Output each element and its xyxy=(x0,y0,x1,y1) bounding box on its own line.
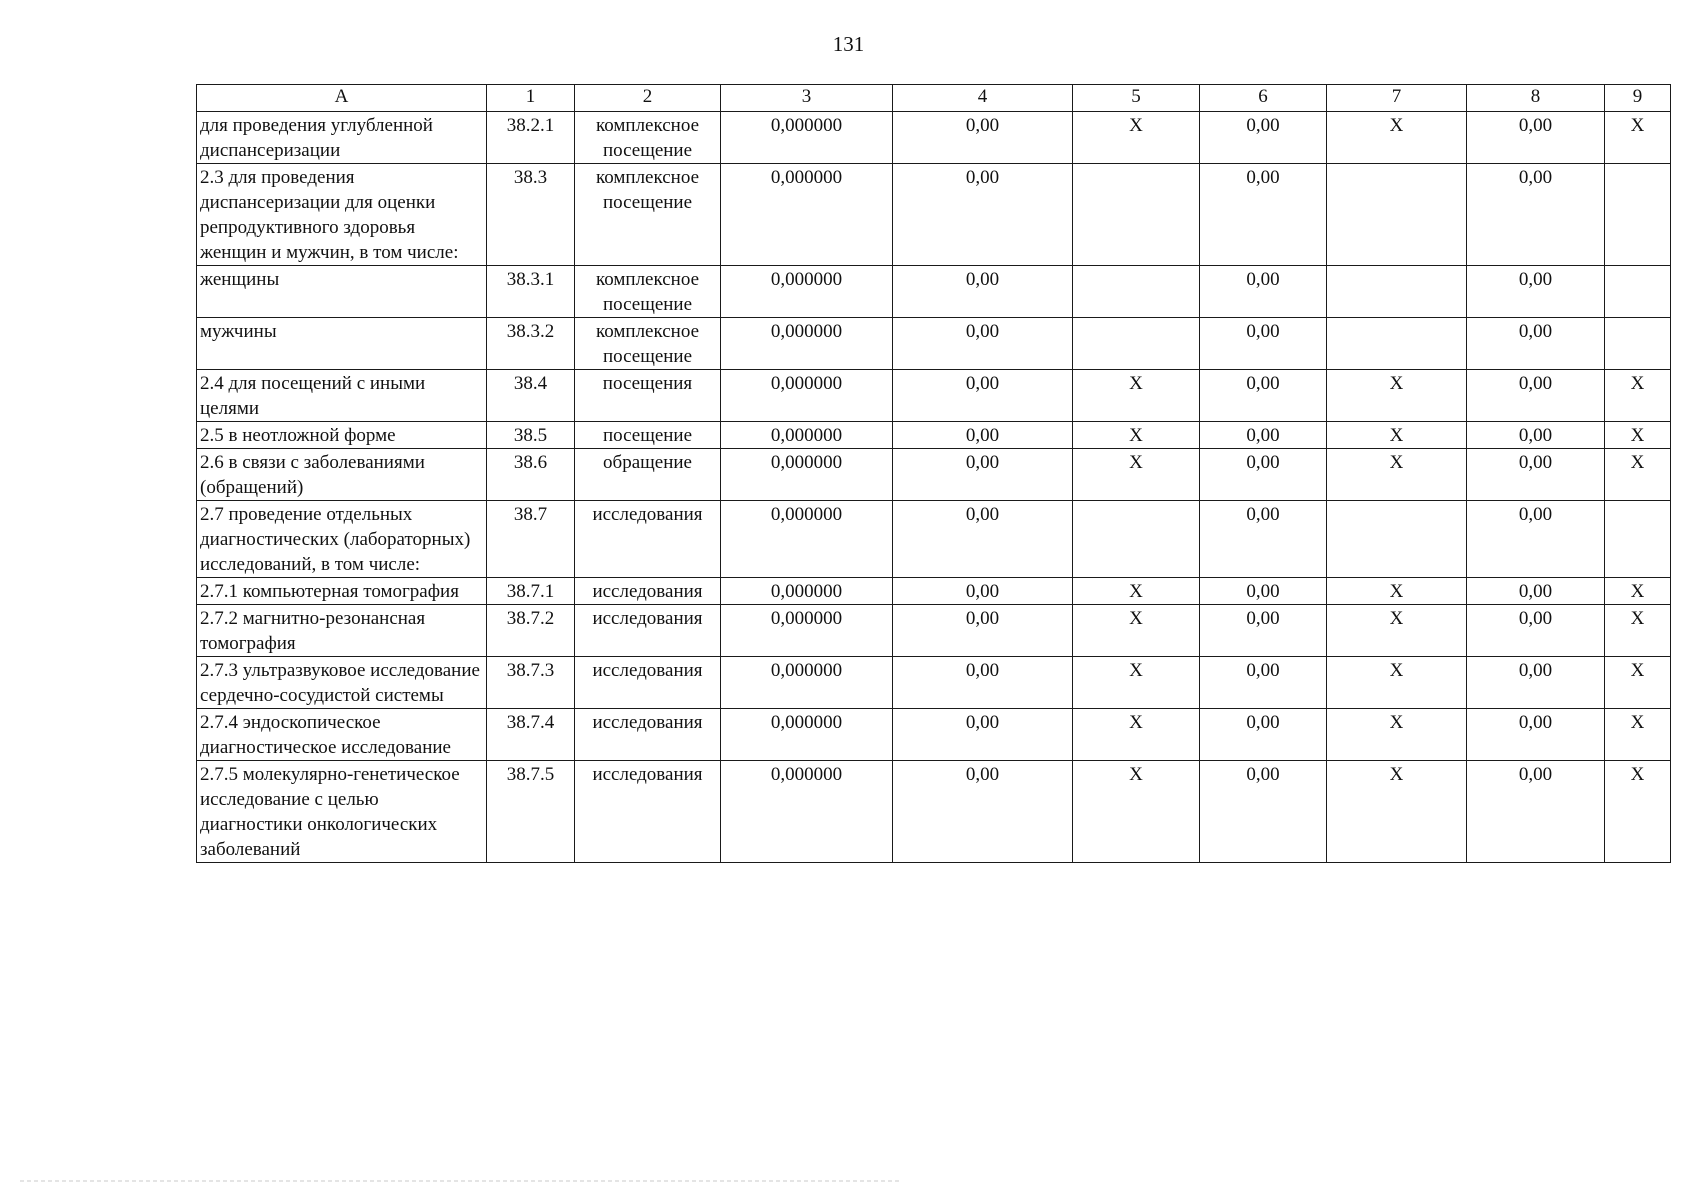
table-cell-c7: Х xyxy=(1327,578,1467,605)
table-cell-c9: Х xyxy=(1605,657,1671,709)
column-header-6: 6 xyxy=(1200,85,1327,112)
table-cell-c5 xyxy=(1073,318,1200,370)
table-cell-code: 38.5 xyxy=(487,422,575,449)
table-cell-c3: 0,000000 xyxy=(721,501,893,578)
table-cell-c3: 0,000000 xyxy=(721,318,893,370)
column-header-3: 3 xyxy=(721,85,893,112)
table-cell-c6: 0,00 xyxy=(1200,578,1327,605)
table-cell-c7 xyxy=(1327,501,1467,578)
table-cell-name: для проведения углубленной диспансеризации xyxy=(197,112,487,164)
table-cell-c9: Х xyxy=(1605,422,1671,449)
table-cell-c8: 0,00 xyxy=(1467,370,1605,422)
table-cell-c7 xyxy=(1327,164,1467,266)
table-cell-c5: Х xyxy=(1073,657,1200,709)
table-cell-c9: Х xyxy=(1605,709,1671,761)
table-body xyxy=(197,112,1671,863)
table-cell-c9: Х xyxy=(1605,578,1671,605)
table-cell-name: 2.3 для проведения диспансеризации для оценки репродуктивного здоровья женщин и мужчин, в том числе: xyxy=(197,164,487,266)
table-cell-c5 xyxy=(1073,501,1200,578)
table-cell-c8: 0,00 xyxy=(1467,266,1605,318)
column-header-9: 9 xyxy=(1605,85,1671,112)
table-cell-c8: 0,00 xyxy=(1467,164,1605,266)
table-cell-c3: 0,000000 xyxy=(721,266,893,318)
table-cell-c4: 0,00 xyxy=(893,605,1073,657)
table-cell-c7: Х xyxy=(1327,761,1467,863)
table-cell-c4: 0,00 xyxy=(893,578,1073,605)
table-cell-c7: Х xyxy=(1327,370,1467,422)
table-cell-name: 2.6 в связи с заболеваниями (обращений) xyxy=(197,449,487,501)
table-cell-c4: 0,00 xyxy=(893,657,1073,709)
table-cell-c3: 0,000000 xyxy=(721,370,893,422)
table-cell-code: 38.3.1 xyxy=(487,266,575,318)
table-cell-c4: 0,00 xyxy=(893,422,1073,449)
table-cell-unit: исследования xyxy=(575,761,721,863)
table-cell-c9: Х xyxy=(1605,112,1671,164)
table-row xyxy=(197,501,1671,578)
column-header-0: А xyxy=(197,85,487,112)
table-cell-c3: 0,000000 xyxy=(721,112,893,164)
scan-artifact xyxy=(20,1180,900,1182)
table-cell-code: 38.7.3 xyxy=(487,657,575,709)
table-cell-name: 2.7.3 ультразвуковое исследование сердечно-сосудистой системы xyxy=(197,657,487,709)
table-cell-unit: посещения xyxy=(575,370,721,422)
table-row xyxy=(197,605,1671,657)
table-cell-c4: 0,00 xyxy=(893,370,1073,422)
table-cell-c6: 0,00 xyxy=(1200,449,1327,501)
table-row xyxy=(197,422,1671,449)
table-cell-c8: 0,00 xyxy=(1467,501,1605,578)
table-cell-c4: 0,00 xyxy=(893,761,1073,863)
table-cell-code: 38.6 xyxy=(487,449,575,501)
table-cell-c5 xyxy=(1073,164,1200,266)
table-cell-c7 xyxy=(1327,266,1467,318)
table-cell-c7: Х xyxy=(1327,449,1467,501)
table-cell-c7: Х xyxy=(1327,657,1467,709)
table-cell-unit: исследования xyxy=(575,605,721,657)
table-cell-name: 2.7.2 магнитно-резонансная томография xyxy=(197,605,487,657)
table-cell-c5: Х xyxy=(1073,112,1200,164)
table-cell-code: 38.2.1 xyxy=(487,112,575,164)
table-cell-c3: 0,000000 xyxy=(721,605,893,657)
table-cell-code: 38.4 xyxy=(487,370,575,422)
table-cell-c3: 0,000000 xyxy=(721,164,893,266)
data-table xyxy=(196,84,1671,863)
table-cell-code: 38.7.2 xyxy=(487,605,575,657)
table-cell-c3: 0,000000 xyxy=(721,761,893,863)
column-header-1: 1 xyxy=(487,85,575,112)
table-cell-name: 2.5 в неотложной форме xyxy=(197,422,487,449)
column-header-7: 7 xyxy=(1327,85,1467,112)
table-cell-c3: 0,000000 xyxy=(721,657,893,709)
table-cell-c3: 0,000000 xyxy=(721,449,893,501)
table-cell-c4: 0,00 xyxy=(893,112,1073,164)
table-cell-unit: исследования xyxy=(575,657,721,709)
table-cell-unit: исследования xyxy=(575,501,721,578)
table-cell-unit: посещение xyxy=(575,422,721,449)
table-cell-c4: 0,00 xyxy=(893,501,1073,578)
table-row xyxy=(197,578,1671,605)
table-cell-code: 38.3 xyxy=(487,164,575,266)
table-cell-name: 2.7.4 эндоскопическое диагностическое исследование xyxy=(197,709,487,761)
table-row xyxy=(197,709,1671,761)
table-cell-c8: 0,00 xyxy=(1467,709,1605,761)
column-header-8: 8 xyxy=(1467,85,1605,112)
table-cell-c3: 0,000000 xyxy=(721,422,893,449)
table-cell-unit: обращение xyxy=(575,449,721,501)
table-cell-c8: 0,00 xyxy=(1467,578,1605,605)
table-cell-name: 2.4 для посещений с иными целями xyxy=(197,370,487,422)
table-cell-c9: Х xyxy=(1605,449,1671,501)
table-cell-code: 38.7.4 xyxy=(487,709,575,761)
page-number: 131 xyxy=(832,32,865,56)
table-cell-c6: 0,00 xyxy=(1200,112,1327,164)
table-cell-name: 2.7 проведение отдельных диагностических (лабораторных) исследований, в том числе: xyxy=(197,501,487,578)
table-cell-c5: Х xyxy=(1073,605,1200,657)
table-cell-c4: 0,00 xyxy=(893,318,1073,370)
table-cell-c9 xyxy=(1605,164,1671,266)
table-cell-c9: Х xyxy=(1605,761,1671,863)
table-cell-c5: Х xyxy=(1073,449,1200,501)
column-header-2: 2 xyxy=(575,85,721,112)
table-cell-c6: 0,00 xyxy=(1200,761,1327,863)
table-cell-c5 xyxy=(1073,266,1200,318)
table-row xyxy=(197,449,1671,501)
table-cell-c8: 0,00 xyxy=(1467,605,1605,657)
table-cell-c9 xyxy=(1605,501,1671,578)
table-cell-c7: Х xyxy=(1327,605,1467,657)
table-cell-c9: Х xyxy=(1605,605,1671,657)
table-cell-unit: исследования xyxy=(575,709,721,761)
table-cell-c8: 0,00 xyxy=(1467,657,1605,709)
table-cell-c8: 0,00 xyxy=(1467,112,1605,164)
table-cell-c7: Х xyxy=(1327,112,1467,164)
table-cell-c6: 0,00 xyxy=(1200,605,1327,657)
table-cell-unit: комплексное посещение xyxy=(575,164,721,266)
table-row xyxy=(197,318,1671,370)
table-cell-c3: 0,000000 xyxy=(721,709,893,761)
table-cell-c6: 0,00 xyxy=(1200,422,1327,449)
table-cell-name: 2.7.1 компьютерная томография xyxy=(197,578,487,605)
table-cell-c6: 0,00 xyxy=(1200,501,1327,578)
table-cell-c5: Х xyxy=(1073,422,1200,449)
table-cell-c8: 0,00 xyxy=(1467,318,1605,370)
table-row xyxy=(197,164,1671,266)
table-cell-unit: комплексное посещение xyxy=(575,266,721,318)
table-cell-name: мужчины xyxy=(197,318,487,370)
table-row xyxy=(197,370,1671,422)
table-cell-c6: 0,00 xyxy=(1200,164,1327,266)
table-cell-c9 xyxy=(1605,318,1671,370)
table-cell-code: 38.3.2 xyxy=(487,318,575,370)
table-cell-code: 38.7.1 xyxy=(487,578,575,605)
table-cell-c5: Х xyxy=(1073,761,1200,863)
table-row xyxy=(197,761,1671,863)
table-cell-c6: 0,00 xyxy=(1200,657,1327,709)
table-cell-c8: 0,00 xyxy=(1467,422,1605,449)
column-header-5: 5 xyxy=(1073,85,1200,112)
table-cell-c8: 0,00 xyxy=(1467,449,1605,501)
table-cell-c4: 0,00 xyxy=(893,164,1073,266)
table-cell-c5: Х xyxy=(1073,578,1200,605)
column-header-4: 4 xyxy=(893,85,1073,112)
table-cell-unit: комплексное посещение xyxy=(575,112,721,164)
table-cell-name: 2.7.5 молекулярно-генетическое исследование с целью диагностики онкологических заболеваний xyxy=(197,761,487,863)
table-cell-c7: Х xyxy=(1327,709,1467,761)
table-cell-c6: 0,00 xyxy=(1200,318,1327,370)
table-cell-unit: комплексное посещение xyxy=(575,318,721,370)
table-cell-c5: Х xyxy=(1073,370,1200,422)
table-cell-code: 38.7.5 xyxy=(487,761,575,863)
table-cell-c4: 0,00 xyxy=(893,266,1073,318)
table-cell-c7 xyxy=(1327,318,1467,370)
table-cell-c6: 0,00 xyxy=(1200,370,1327,422)
table-row xyxy=(197,112,1671,164)
table-cell-code: 38.7 xyxy=(487,501,575,578)
table-row xyxy=(197,266,1671,318)
table-cell-c7: Х xyxy=(1327,422,1467,449)
header-row xyxy=(197,85,1671,112)
table-cell-c6: 0,00 xyxy=(1200,266,1327,318)
table-cell-c8: 0,00 xyxy=(1467,761,1605,863)
table-cell-name: женщины xyxy=(197,266,487,318)
table-cell-c4: 0,00 xyxy=(893,449,1073,501)
table-cell-unit: исследования xyxy=(575,578,721,605)
table-cell-c5: Х xyxy=(1073,709,1200,761)
table-cell-c6: 0,00 xyxy=(1200,709,1327,761)
table-row xyxy=(197,657,1671,709)
table-cell-c4: 0,00 xyxy=(893,709,1073,761)
table-cell-c9: Х xyxy=(1605,370,1671,422)
table-cell-c3: 0,000000 xyxy=(721,578,893,605)
table-cell-c9 xyxy=(1605,266,1671,318)
table-header xyxy=(197,85,1671,112)
